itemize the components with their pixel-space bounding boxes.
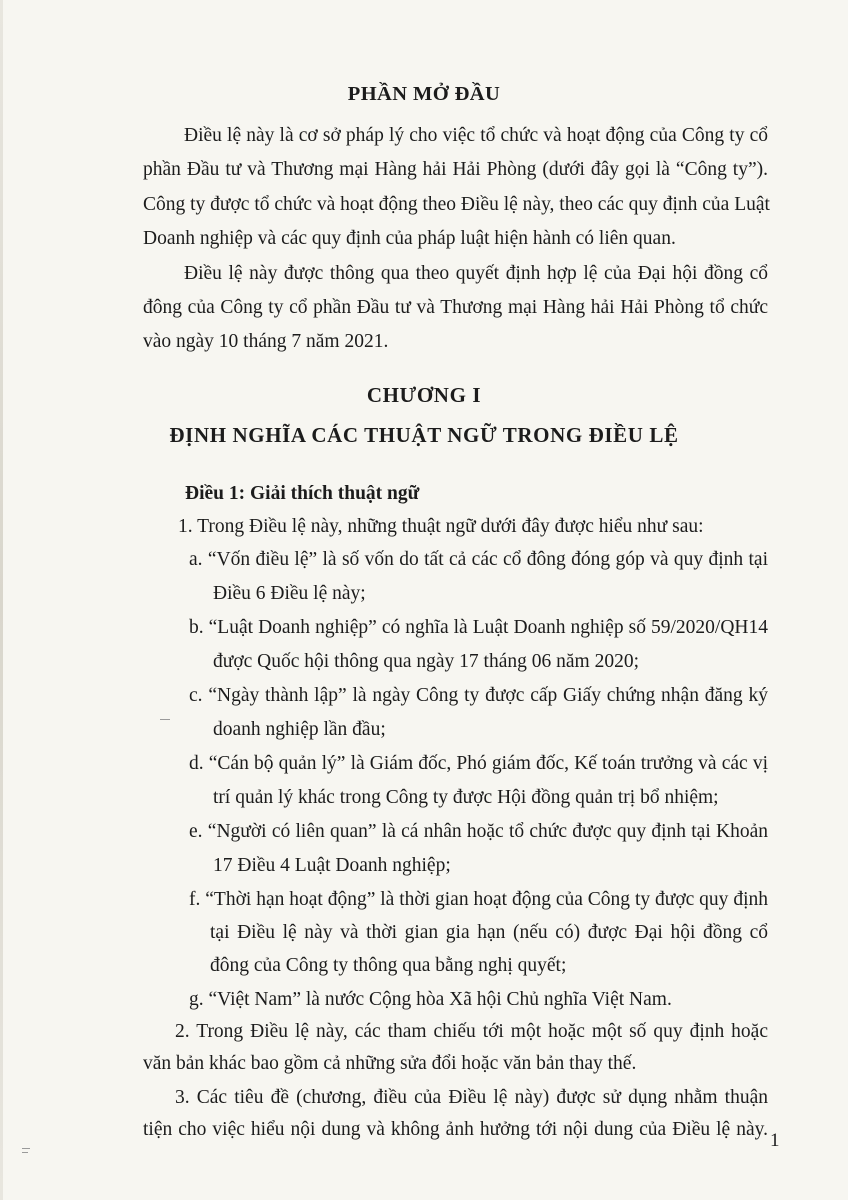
intro-p1-line: Doanh nghiệp và các quy định của pháp luật hiện hành có liên quan. xyxy=(143,228,676,249)
subitem-line: d. “Cán bộ quản lý” là Giám đốc, Phó giám đốc, Kế toán trưởng và các vị xyxy=(189,753,768,774)
subitem-line: f. “Thời hạn hoạt động” là thời gian hoạt động của Công ty được quy định xyxy=(189,889,768,910)
intro-p1-line: phần Đầu tư và Thương mại Hàng hải Hải Phòng (dưới đây gọi là “Công ty”). xyxy=(143,159,768,180)
intro-p1-line: Điều lệ này là cơ sở pháp lý cho việc tổ chức và hoạt động của Công ty cổ xyxy=(184,125,768,146)
scan-speck xyxy=(22,1148,30,1149)
subitem-line: Điều 6 Điều lệ này; xyxy=(213,583,366,604)
subitem-line: c. “Ngày thành lập” là ngày Công ty được cấp Giấy chứng nhận đăng ký xyxy=(189,685,768,706)
subitem-line: tại Điều lệ này và thời gian gia hạn (nếu có) được Đại hội đồng cổ xyxy=(210,922,768,943)
scan-edge xyxy=(0,0,3,1200)
subitem-line: g. “Việt Nam” là nước Cộng hòa Xã hội Chủ nghĩa Việt Nam. xyxy=(189,989,672,1010)
subitem-line: b. “Luật Doanh nghiệp” có nghĩa là Luật Doanh nghiệp số 59/2020/QH14 xyxy=(189,617,768,638)
scan-speck xyxy=(22,1152,28,1153)
chapter-title: ĐỊNH NGHĨA CÁC THUẬT NGỮ TRONG ĐIỀU LỆ xyxy=(169,423,679,447)
chapter-number: CHƯƠNG I xyxy=(366,383,482,407)
page-title: PHẦN MỞ ĐẦU xyxy=(347,83,501,105)
intro-p2-line: Điều lệ này được thông qua theo quyết định hợp lệ của Đại hội đồng cổ xyxy=(184,263,768,284)
subitem-line: được Quốc hội thông qua ngày 17 tháng 06 năm 2020; xyxy=(213,651,639,672)
subitem-line: a. “Vốn điều lệ” là số vốn do tất cả các cổ đông đóng góp và quy định tại xyxy=(189,549,768,570)
article-item-line: tiện cho việc hiểu nội dung và không ảnh hưởng tới nội dung của Điều lệ này. xyxy=(143,1119,768,1140)
intro-p1-line: Công ty được tổ chức và hoạt động theo Điều lệ này, theo các quy định của Luật xyxy=(143,194,770,215)
subitem-line: trí quản lý khác trong Công ty được Hội đồng quản trị bổ nhiệm; xyxy=(213,787,719,808)
page-number: 1 xyxy=(770,1130,780,1151)
subitem-line: e. “Người có liên quan” là cá nhân hoặc tổ chức được quy định tại Khoản xyxy=(189,821,768,842)
article-item: 2. Trong Điều lệ này, các tham chiếu tới một hoặc một số quy định hoặc xyxy=(175,1021,768,1042)
subitem-line: doanh nghiệp lần đầu; xyxy=(213,719,386,740)
article-item: 3. Các tiêu đề (chương, điều của Điều lệ này) được sử dụng nhằm thuận xyxy=(175,1087,768,1108)
subitem-line: 17 Điều 4 Luật Doanh nghiệp; xyxy=(213,855,451,876)
article-heading: Điều 1: Giải thích thuật ngữ xyxy=(185,483,420,504)
article-item-line: văn bản khác bao gồm cả những sửa đổi hoặc văn bản thay thế. xyxy=(143,1053,637,1074)
scan-speck xyxy=(160,719,170,720)
intro-p2-line: vào ngày 10 tháng 7 năm 2021. xyxy=(143,331,389,352)
article-item: 1. Trong Điều lệ này, những thuật ngữ dưới đây được hiểu như sau: xyxy=(178,516,704,537)
intro-p2-line: đông của Công ty cổ phần Đầu tư và Thương mại Hàng hải Hải Phòng tổ chức xyxy=(143,297,768,318)
subitem-line: đông của Công ty thông qua bằng nghị quyết; xyxy=(210,955,567,976)
